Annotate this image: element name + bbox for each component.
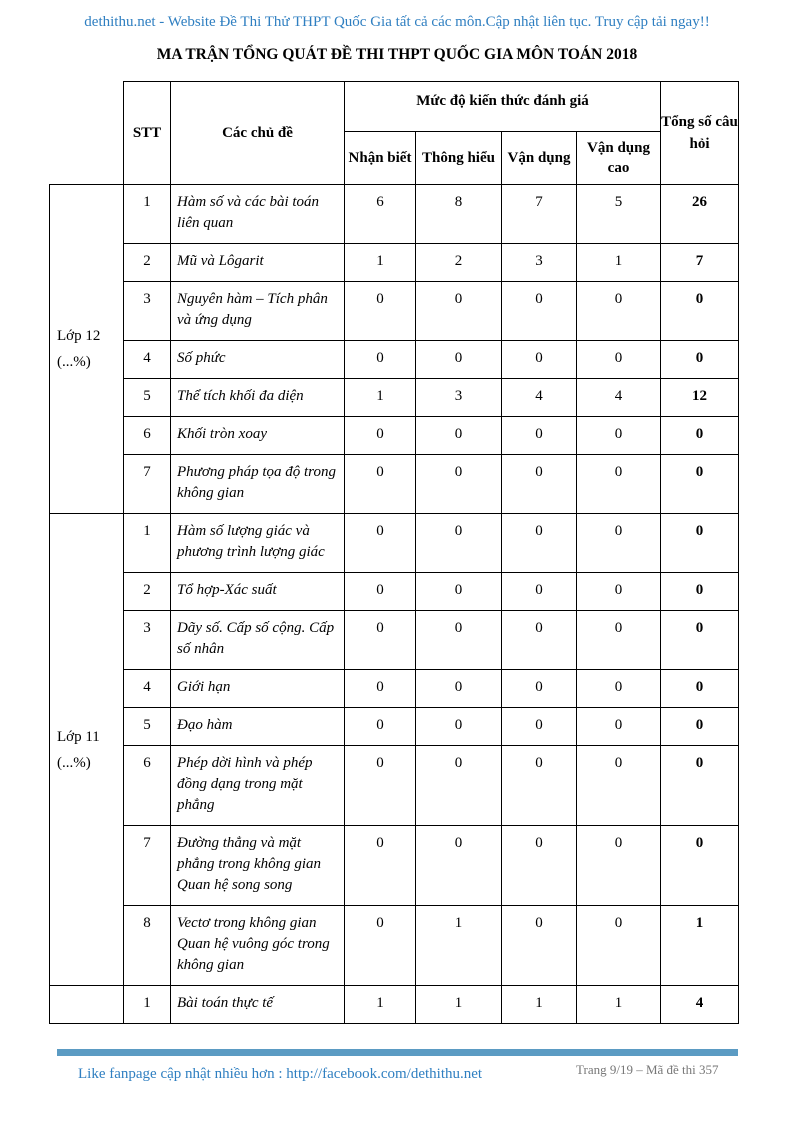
van-dung-cell: 4 [502, 379, 577, 417]
van-dung-cao-cell: 0 [577, 417, 661, 455]
thong-hieu-cell: 0 [416, 826, 502, 906]
knowledge-matrix-table [49, 81, 739, 1024]
nhan-biet-cell: 0 [345, 573, 416, 611]
table-row [50, 455, 739, 514]
stt-cell: 4 [124, 341, 171, 379]
thong-hieu-cell: 0 [416, 282, 502, 341]
thong-hieu-cell: 0 [416, 455, 502, 514]
van-dung-cell: 7 [502, 185, 577, 244]
grade-empty-cell [50, 986, 124, 1024]
topic-cell: Hàm số và các bài toán liên quan [171, 185, 345, 244]
topic-cell: Khối tròn xoay [171, 417, 345, 455]
stt-cell: 7 [124, 455, 171, 514]
topic-cell: Tổ hợp-Xác suất [171, 573, 345, 611]
total-cell: 4 [661, 986, 739, 1024]
total-cell: 26 [661, 185, 739, 244]
header-level-van-dung-cao: Vận dụng cao [577, 132, 661, 185]
van-dung-cell: 0 [502, 417, 577, 455]
stt-cell: 5 [124, 379, 171, 417]
topic-cell: Phép dời hình và phép đồng dạng trong mặt phẳng [171, 746, 345, 826]
van-dung-cell: 0 [502, 455, 577, 514]
header-level-van-dung: Vận dụng [502, 132, 577, 185]
site-header-link[interactable]: dethithu.net - Website Đề Thi Thử THPT Quốc Gia tất cả các môn.Cập nhật liên tục. Truy cập tải ngay!! [84, 14, 710, 30]
van-dung-cell: 0 [502, 708, 577, 746]
grade-12-percent: (...%) [57, 354, 91, 370]
stt-cell: 2 [124, 573, 171, 611]
thong-hieu-cell: 3 [416, 379, 502, 417]
van-dung-cao-cell: 0 [577, 455, 661, 514]
footer-fanpage-link[interactable]: Like fanpage cập nhật nhiều hơn : http://facebook.com/dethithu.net [78, 1066, 483, 1082]
van-dung-cell: 0 [502, 282, 577, 341]
header-knowledge-level: Mức độ kiến thức đánh giá [345, 82, 661, 132]
thong-hieu-cell: 0 [416, 341, 502, 379]
nhan-biet-cell: 1 [345, 244, 416, 282]
nhan-biet-cell: 0 [345, 417, 416, 455]
nhan-biet-cell: 0 [345, 341, 416, 379]
thong-hieu-cell: 0 [416, 611, 502, 670]
total-cell: 0 [661, 282, 739, 341]
total-cell: 7 [661, 244, 739, 282]
topic-cell: Vectơ trong không gian Quan hệ vuông góc trong không gian [171, 906, 345, 986]
thong-hieu-cell: 2 [416, 244, 502, 282]
stt-cell: 5 [124, 708, 171, 746]
van-dung-cao-cell: 4 [577, 379, 661, 417]
topic-cell: Đường thẳng và mặt phẳng trong không gian Quan hệ song song [171, 826, 345, 906]
footer-page-info: Trang 9/19 – Mã đề thi 357 [576, 1062, 719, 1077]
table-row [50, 341, 739, 379]
nhan-biet-cell: 0 [345, 746, 416, 826]
nhan-biet-cell: 0 [345, 282, 416, 341]
grade-11-label: Lớp 11 [57, 728, 100, 745]
footer-divider-bar [57, 1049, 738, 1056]
header-topic: Các chủ đề [171, 82, 345, 185]
van-dung-cao-cell: 0 [577, 906, 661, 986]
blank-corner-cell [50, 82, 124, 185]
van-dung-cao-cell: 0 [577, 611, 661, 670]
van-dung-cao-cell: 0 [577, 282, 661, 341]
thong-hieu-cell: 0 [416, 514, 502, 573]
van-dung-cell: 0 [502, 670, 577, 708]
total-cell: 12 [661, 379, 739, 417]
van-dung-cell: 1 [502, 986, 577, 1024]
header-row [50, 82, 739, 132]
table-row [50, 906, 739, 986]
nhan-biet-cell: 0 [345, 906, 416, 986]
grade-11-cell [50, 514, 124, 986]
thong-hieu-cell: 0 [416, 417, 502, 455]
page-title: MA TRẬN TỔNG QUÁT ĐỀ THI THPT QUỐC GIA MÔN TOÁN 2018 [156, 46, 638, 63]
total-cell: 0 [661, 573, 739, 611]
van-dung-cao-cell: 5 [577, 185, 661, 244]
topic-cell: Dãy số. Cấp số cộng. Cấp số nhân [171, 611, 345, 670]
topic-cell: Đạo hàm [171, 708, 345, 746]
van-dung-cao-cell: 0 [577, 341, 661, 379]
stt-cell: 6 [124, 746, 171, 826]
total-cell: 0 [661, 708, 739, 746]
nhan-biet-cell: 0 [345, 670, 416, 708]
van-dung-cao-cell: 0 [577, 746, 661, 826]
table-row [50, 244, 739, 282]
header-stt: STT [124, 82, 171, 185]
table-row [50, 708, 739, 746]
van-dung-cell: 0 [502, 746, 577, 826]
total-cell: 0 [661, 417, 739, 455]
stt-cell: 3 [124, 282, 171, 341]
van-dung-cell: 0 [502, 826, 577, 906]
table-row [50, 611, 739, 670]
total-cell: 0 [661, 670, 739, 708]
stt-cell: 3 [124, 611, 171, 670]
van-dung-cao-cell: 0 [577, 514, 661, 573]
thong-hieu-cell: 1 [416, 906, 502, 986]
total-cell: 0 [661, 826, 739, 906]
table-row [50, 379, 739, 417]
topic-cell: Hàm số lượng giác và phương trình lượng giác [171, 514, 345, 573]
total-cell: 0 [661, 611, 739, 670]
table-row [50, 185, 739, 244]
van-dung-cao-cell: 0 [577, 670, 661, 708]
van-dung-cell: 3 [502, 244, 577, 282]
nhan-biet-cell: 0 [345, 826, 416, 906]
grade-11-percent: (...%) [57, 754, 91, 771]
stt-cell: 1 [124, 185, 171, 244]
stt-cell: 1 [124, 514, 171, 573]
thong-hieu-cell: 0 [416, 573, 502, 611]
grade-12-cell [50, 185, 124, 514]
total-cell: 0 [661, 514, 739, 573]
nhan-biet-cell: 0 [345, 514, 416, 573]
thong-hieu-cell: 8 [416, 185, 502, 244]
van-dung-cao-cell: 0 [577, 708, 661, 746]
topic-cell: Số phức [171, 341, 345, 379]
nhan-biet-cell: 0 [345, 455, 416, 514]
topic-cell: Thể tích khối đa diện [171, 379, 345, 417]
table-row [50, 417, 739, 455]
nhan-biet-cell: 1 [345, 379, 416, 417]
van-dung-cell: 0 [502, 906, 577, 986]
nhan-biet-cell: 1 [345, 986, 416, 1024]
thong-hieu-cell: 0 [416, 746, 502, 826]
van-dung-cao-cell: 0 [577, 826, 661, 906]
topic-cell: Bài toán thực tế [171, 986, 345, 1024]
thong-hieu-cell: 0 [416, 708, 502, 746]
stt-cell: 7 [124, 826, 171, 906]
nhan-biet-cell: 0 [345, 708, 416, 746]
table-row [50, 514, 739, 573]
total-cell: 0 [661, 341, 739, 379]
table-row [50, 746, 739, 826]
stt-cell: 8 [124, 906, 171, 986]
header-level-nhan-biet: Nhận biết [345, 132, 416, 185]
total-cell: 0 [661, 746, 739, 826]
topic-cell: Mũ và Lôgarit [171, 244, 345, 282]
van-dung-cao-cell: 1 [577, 244, 661, 282]
stt-cell: 4 [124, 670, 171, 708]
table-row [50, 826, 739, 906]
total-cell: 1 [661, 906, 739, 986]
van-dung-cao-cell: 0 [577, 573, 661, 611]
topic-cell: Phương pháp tọa độ trong không gian [171, 455, 345, 514]
header-level-thong-hieu: Thông hiểu [416, 132, 502, 185]
van-dung-cell: 0 [502, 341, 577, 379]
van-dung-cell: 0 [502, 611, 577, 670]
table-row [50, 282, 739, 341]
van-dung-cao-cell: 1 [577, 986, 661, 1024]
stt-cell: 1 [124, 986, 171, 1024]
thong-hieu-cell: 1 [416, 986, 502, 1024]
van-dung-cell: 0 [502, 514, 577, 573]
total-cell: 0 [661, 455, 739, 514]
grade-12-label: Lớp 12 [57, 328, 101, 344]
topic-cell: Nguyên hàm – Tích phân và ứng dụng [171, 282, 345, 341]
table-row [50, 670, 739, 708]
topic-cell: Giới hạn [171, 670, 345, 708]
nhan-biet-cell: 0 [345, 611, 416, 670]
thong-hieu-cell: 0 [416, 670, 502, 708]
stt-cell: 6 [124, 417, 171, 455]
table-row [50, 986, 739, 1024]
nhan-biet-cell: 6 [345, 185, 416, 244]
stt-cell: 2 [124, 244, 171, 282]
van-dung-cell: 0 [502, 573, 577, 611]
table-row [50, 573, 739, 611]
header-total: Tổng số câu hỏi [661, 82, 739, 185]
